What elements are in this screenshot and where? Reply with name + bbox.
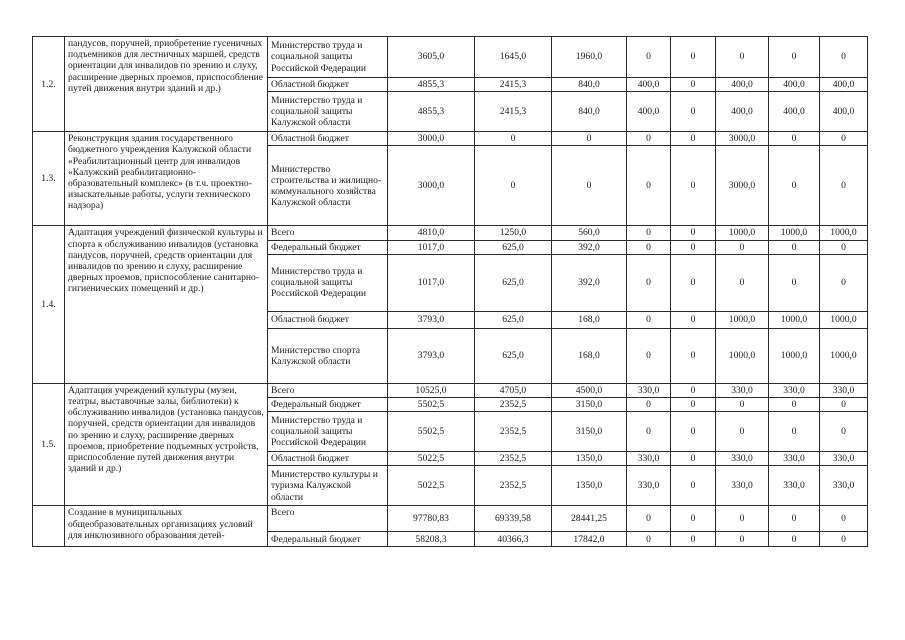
cell-value: 3000,0: [716, 146, 769, 226]
activity-description: Реконструкция здания государственного бюджетного учреждения Калужской области «Реабилитационный центр для инвалидов «Калужский реабилитационно-образовательный комплекс» (в т.ч. проектно-изыскательные работы, услуги технического надзора): [65, 132, 268, 226]
table-row: [33, 226, 868, 240]
cell-value: 400,0: [716, 92, 769, 132]
cell-value: 0: [716, 412, 769, 452]
cell-value: 0: [475, 146, 552, 226]
cell-value: 2352,5: [475, 452, 552, 466]
section-number: 1.4.: [33, 226, 65, 383]
cell-value: 3000,0: [388, 146, 475, 226]
cell-value: 1350,0: [552, 452, 627, 466]
activity-description: Адаптация учреждений культуры (музеи, театры, выставочные залы, библиотеки) к обслуживанию инвалидов (установка пандусов, поручней, средств ориентации для инвалидов по зрению и слуху, расширение дверных проемов, приобретение подъемных устройств, приспособление путей движения внутри зданий и др.): [65, 383, 268, 506]
cell-value: 17842,0: [552, 532, 627, 547]
funding-source: Министерство труда и социальной защиты Российской Федерации: [268, 37, 388, 78]
cell-value: 2352,5: [475, 398, 552, 412]
cell-value: 0: [769, 412, 820, 452]
cell-value: 0: [716, 506, 769, 532]
cell-value: 4855,3: [388, 78, 475, 92]
funding-source: Областной бюджет: [268, 452, 388, 466]
cell-value: 2415,3: [475, 92, 552, 132]
cell-value: 625,0: [475, 328, 552, 383]
cell-value: 0: [627, 311, 671, 328]
cell-value: 0: [769, 532, 820, 547]
cell-value: 392,0: [552, 254, 627, 311]
cell-value: 1350,0: [552, 466, 627, 506]
cell-value: 0: [820, 132, 868, 146]
activity-description: Создание в муниципальных общеобразовательных организациях условий для инклюзивного образования детей-: [65, 506, 268, 547]
cell-value: 4855,3: [388, 92, 475, 132]
cell-value: 1000,0: [716, 328, 769, 383]
cell-value: 0: [716, 254, 769, 311]
cell-value: 0: [671, 466, 716, 506]
cell-value: 0: [820, 254, 868, 311]
cell-value: 3605,0: [388, 37, 475, 78]
cell-value: 0: [769, 132, 820, 146]
cell-value: 1000,0: [716, 226, 769, 240]
cell-value: 1000,0: [716, 311, 769, 328]
cell-value: 40366,3: [475, 532, 552, 547]
cell-value: 28441,25: [552, 506, 627, 532]
cell-value: 1000,0: [769, 328, 820, 383]
cell-value: 0: [769, 37, 820, 78]
cell-value: 400,0: [769, 92, 820, 132]
cell-value: 0: [671, 226, 716, 240]
funding-source: Министерство культуры и туризма Калужской области: [268, 466, 388, 506]
cell-value: 5502,5: [388, 412, 475, 452]
funding-source: Областной бюджет: [268, 311, 388, 328]
cell-value: 330,0: [627, 383, 671, 397]
cell-value: 168,0: [552, 311, 627, 328]
cell-value: 0: [627, 37, 671, 78]
cell-value: 3793,0: [388, 311, 475, 328]
cell-value: 0: [716, 37, 769, 78]
funding-source: Областной бюджет: [268, 132, 388, 146]
section-number: 1.2.: [33, 37, 65, 132]
cell-value: 0: [820, 532, 868, 547]
program-funding-table: [32, 36, 868, 547]
funding-source: Областной бюджет: [268, 78, 388, 92]
cell-value: 400,0: [627, 92, 671, 132]
cell-value: 2415,3: [475, 78, 552, 92]
cell-value: 625,0: [475, 311, 552, 328]
cell-value: 330,0: [627, 466, 671, 506]
cell-value: 168,0: [552, 328, 627, 383]
cell-value: 400,0: [820, 78, 868, 92]
cell-value: 3793,0: [388, 328, 475, 383]
cell-value: 0: [671, 398, 716, 412]
cell-value: 97780,83: [388, 506, 475, 532]
cell-value: 3000,0: [388, 132, 475, 146]
cell-value: 330,0: [820, 452, 868, 466]
cell-value: 1960,0: [552, 37, 627, 78]
cell-value: 0: [671, 506, 716, 532]
cell-value: 10525,0: [388, 383, 475, 397]
cell-value: 0: [671, 37, 716, 78]
cell-value: 0: [627, 254, 671, 311]
cell-value: 1645,0: [475, 37, 552, 78]
cell-value: 0: [820, 412, 868, 452]
funding-source: Министерство труда и социальной защиты Калужской области: [268, 92, 388, 132]
cell-value: 1017,0: [388, 254, 475, 311]
section-number: 1.5.: [33, 383, 65, 506]
cell-value: 0: [671, 254, 716, 311]
cell-value: 0: [627, 506, 671, 532]
cell-value: 0: [627, 240, 671, 254]
cell-value: 1017,0: [388, 240, 475, 254]
funding-source: Министерство труда и социальной защиты Российской Федерации: [268, 254, 388, 311]
cell-value: 0: [769, 146, 820, 226]
cell-value: 1000,0: [820, 311, 868, 328]
table-row: [33, 383, 868, 397]
cell-value: 625,0: [475, 254, 552, 311]
cell-value: 4500,0: [552, 383, 627, 397]
cell-value: 0: [627, 328, 671, 383]
cell-value: 0: [769, 506, 820, 532]
cell-value: 0: [769, 398, 820, 412]
cell-value: 0: [671, 92, 716, 132]
cell-value: 0: [820, 146, 868, 226]
cell-value: 1000,0: [820, 226, 868, 240]
cell-value: 0: [769, 254, 820, 311]
cell-value: 0: [552, 146, 627, 226]
cell-value: 400,0: [716, 78, 769, 92]
cell-value: 330,0: [716, 452, 769, 466]
cell-value: 330,0: [820, 466, 868, 506]
cell-value: 330,0: [820, 383, 868, 397]
funding-source: Министерство строительства и жилищно-коммунального хозяйства Калужской области: [268, 146, 388, 226]
cell-value: 4705,0: [475, 383, 552, 397]
funding-source: Всего: [268, 506, 388, 532]
cell-value: 560,0: [552, 226, 627, 240]
cell-value: 0: [671, 240, 716, 254]
cell-value: 0: [820, 506, 868, 532]
funding-source: Федеральный бюджет: [268, 240, 388, 254]
table-row: [33, 132, 868, 146]
cell-value: 3150,0: [552, 412, 627, 452]
cell-value: 0: [769, 240, 820, 254]
funding-source: Федеральный бюджет: [268, 532, 388, 547]
cell-value: 5022,5: [388, 452, 475, 466]
funding-source: Всего: [268, 226, 388, 240]
funding-source: Министерство труда и социальной защиты Российской Федерации: [268, 412, 388, 452]
cell-value: 400,0: [820, 92, 868, 132]
cell-value: 0: [475, 132, 552, 146]
cell-value: 392,0: [552, 240, 627, 254]
cell-value: 0: [820, 398, 868, 412]
funding-source: Всего: [268, 383, 388, 397]
cell-value: 0: [716, 532, 769, 547]
cell-value: 0: [671, 383, 716, 397]
cell-value: 3000,0: [716, 132, 769, 146]
cell-value: 69339,58: [475, 506, 552, 532]
cell-value: 2352,5: [475, 412, 552, 452]
cell-value: 0: [671, 132, 716, 146]
funding-source: Министерство спорта Калужской области: [268, 328, 388, 383]
cell-value: 0: [671, 328, 716, 383]
cell-value: 3150,0: [552, 398, 627, 412]
cell-value: 0: [552, 132, 627, 146]
cell-value: 0: [671, 146, 716, 226]
activity-description: Адаптация учреждений физической культуры и спорта к обслуживанию инвалидов (установка пандусов, поручней, средств ориентации для инвалидов по зрению и слуху, расширение дверных проемов, приспособление санитарно-гигиенических помещений и др.): [65, 226, 268, 383]
cell-value: 0: [627, 532, 671, 547]
cell-value: 330,0: [627, 452, 671, 466]
section-number: [33, 506, 65, 547]
cell-value: 0: [627, 412, 671, 452]
cell-value: 840,0: [552, 78, 627, 92]
cell-value: 0: [671, 532, 716, 547]
cell-value: 625,0: [475, 240, 552, 254]
cell-value: 0: [716, 398, 769, 412]
cell-value: 4810,0: [388, 226, 475, 240]
cell-value: 1000,0: [769, 226, 820, 240]
document-page: [32, 36, 867, 547]
cell-value: 400,0: [627, 78, 671, 92]
cell-value: 1250,0: [475, 226, 552, 240]
activity-description: пандусов, поручней, приобретение гусеничных подъемников для лестничных маршей, средств ориентации для инвалидов по зрению и слуху, расширение дверных проемов, приспособление путей движения внутри зданий и др.): [65, 37, 268, 132]
cell-value: 0: [671, 311, 716, 328]
cell-value: 330,0: [716, 466, 769, 506]
cell-value: 840,0: [552, 92, 627, 132]
cell-value: 330,0: [769, 452, 820, 466]
cell-value: 1000,0: [820, 328, 868, 383]
cell-value: 0: [820, 240, 868, 254]
cell-value: 0: [627, 398, 671, 412]
cell-value: 5022,5: [388, 466, 475, 506]
cell-value: 0: [627, 226, 671, 240]
section-number: 1.3.: [33, 132, 65, 226]
cell-value: 0: [716, 240, 769, 254]
cell-value: 0: [820, 37, 868, 78]
table-row: [33, 506, 868, 532]
cell-value: 58208,3: [388, 532, 475, 547]
cell-value: 2352,5: [475, 466, 552, 506]
cell-value: 0: [627, 132, 671, 146]
cell-value: 0: [671, 78, 716, 92]
table-row: [33, 37, 868, 78]
table-body: [33, 37, 868, 547]
cell-value: 1000,0: [769, 311, 820, 328]
cell-value: 0: [627, 146, 671, 226]
cell-value: 0: [671, 452, 716, 466]
cell-value: 0: [671, 412, 716, 452]
cell-value: 400,0: [769, 78, 820, 92]
cell-value: 330,0: [769, 466, 820, 506]
cell-value: 5502,5: [388, 398, 475, 412]
funding-source: Федеральный бюджет: [268, 398, 388, 412]
cell-value: 330,0: [769, 383, 820, 397]
cell-value: 330,0: [716, 383, 769, 397]
